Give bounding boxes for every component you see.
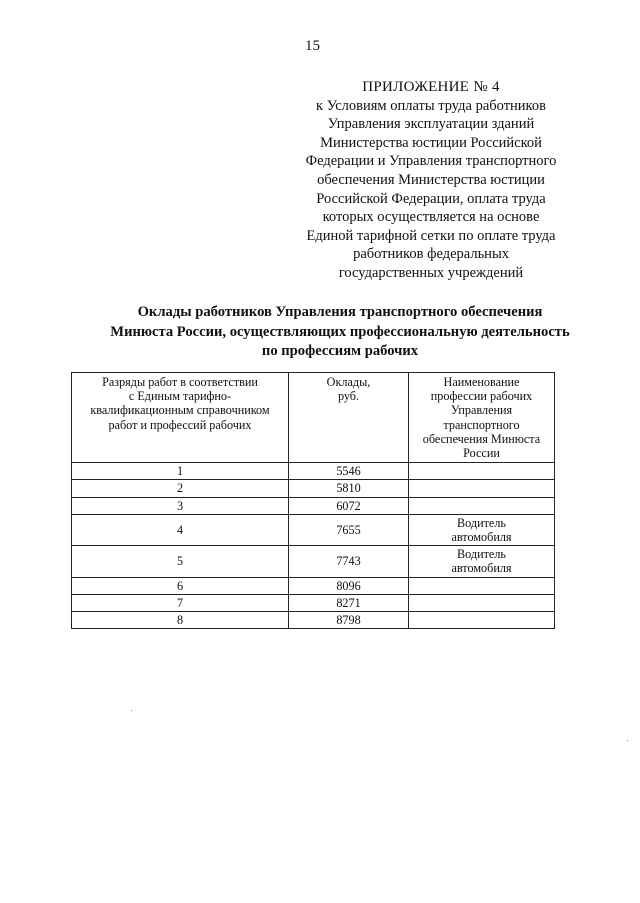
document-title-line: Минюста России, осуществляющих профессиональную деятельность	[110, 323, 570, 340]
cell-grade: 4	[72, 514, 289, 545]
cell-grade: 8	[72, 612, 289, 629]
cell-salary: 5546	[289, 463, 409, 480]
cell-salary: 8798	[289, 612, 409, 629]
header-profession-line: транспортного	[443, 417, 520, 432]
cell-profession	[409, 480, 555, 497]
page-number: 15	[305, 38, 320, 54]
cell-grade: 3	[72, 497, 289, 514]
header-profession-line: Управления	[450, 403, 513, 418]
header-profession-line: профессии рабочих	[430, 389, 533, 404]
cell-grade: 2	[72, 480, 289, 497]
salary-table	[71, 372, 555, 629]
cell-profession-line: автомобиля	[451, 530, 512, 545]
cell-salary: 8271	[289, 594, 409, 611]
cell-profession-line: Водитель	[457, 547, 506, 562]
header-grade-line: с Единым тарифно-	[128, 389, 232, 404]
cell-salary: 5810	[289, 480, 409, 497]
header-grade	[72, 373, 289, 463]
table-row	[72, 463, 555, 480]
cell-grade: 7	[72, 594, 289, 611]
appendix-line: Единой тарифной сетки по оплате труда	[306, 227, 556, 244]
appendix-line: работников федеральных	[353, 246, 509, 263]
appendix-block	[290, 78, 572, 283]
header-profession-line: обеспечения Минюста	[422, 431, 541, 446]
table-row	[72, 594, 555, 611]
table-row	[72, 546, 555, 577]
appendix-line: Российской Федерации, оплата труда	[316, 190, 546, 207]
header-profession	[409, 373, 555, 463]
document-title	[60, 303, 620, 362]
cell-salary: 7655	[289, 514, 409, 545]
appendix-line: Федерации и Управления транспортного	[305, 153, 557, 170]
cell-profession	[409, 612, 555, 629]
cell-profession	[409, 577, 555, 594]
scan-artifact	[627, 740, 628, 741]
scan-artifact	[131, 710, 132, 711]
cell-profession	[409, 594, 555, 611]
header-salary-line: Оклады,	[326, 375, 371, 389]
header-salary-line: руб.	[337, 389, 360, 404]
table-header-row	[72, 373, 555, 463]
appendix-line: государственных учреждений	[338, 264, 524, 281]
header-grade-line: работ и профессий рабочих	[108, 417, 252, 432]
appendix-line: Министерства юстиции Российской	[320, 134, 542, 151]
table-row	[72, 577, 555, 594]
appendix-line: которых осуществляется на основе	[322, 209, 540, 226]
cell-grade: 6	[72, 577, 289, 594]
table-row	[72, 497, 555, 514]
table-row	[72, 480, 555, 497]
cell-salary: 8096	[289, 577, 409, 594]
cell-salary: 6072	[289, 497, 409, 514]
table-row	[72, 514, 555, 545]
appendix-line: Управления эксплуатации зданий	[327, 116, 535, 133]
appendix-line: обеспечения Министерства юстиции	[317, 171, 545, 188]
cell-profession	[409, 514, 555, 545]
table-row	[72, 612, 555, 629]
cell-profession	[409, 463, 555, 480]
document-title-line: по профессиям рабочих	[261, 343, 419, 359]
cell-profession-line: автомобиля	[451, 561, 512, 576]
document-title-line: Оклады работников Управления транспортного обеспечения	[137, 304, 543, 320]
cell-salary: 7743	[289, 546, 409, 577]
appendix-line: к Условиям оплаты труда работников	[316, 97, 546, 114]
header-grade-line: Разряды работ в соответствии	[102, 375, 258, 389]
header-profession-line: России	[463, 446, 500, 461]
cell-profession	[409, 546, 555, 577]
cell-profession	[409, 497, 555, 514]
cell-profession-line: Водитель	[457, 515, 506, 530]
appendix-title: ПРИЛОЖЕНИЕ № 4	[362, 79, 500, 95]
header-grade-line: квалификационным справочником	[90, 403, 270, 418]
cell-grade: 1	[72, 463, 289, 480]
header-profession-line: Наименование	[443, 375, 520, 389]
cell-grade: 5	[72, 546, 289, 577]
header-salary	[289, 373, 409, 463]
